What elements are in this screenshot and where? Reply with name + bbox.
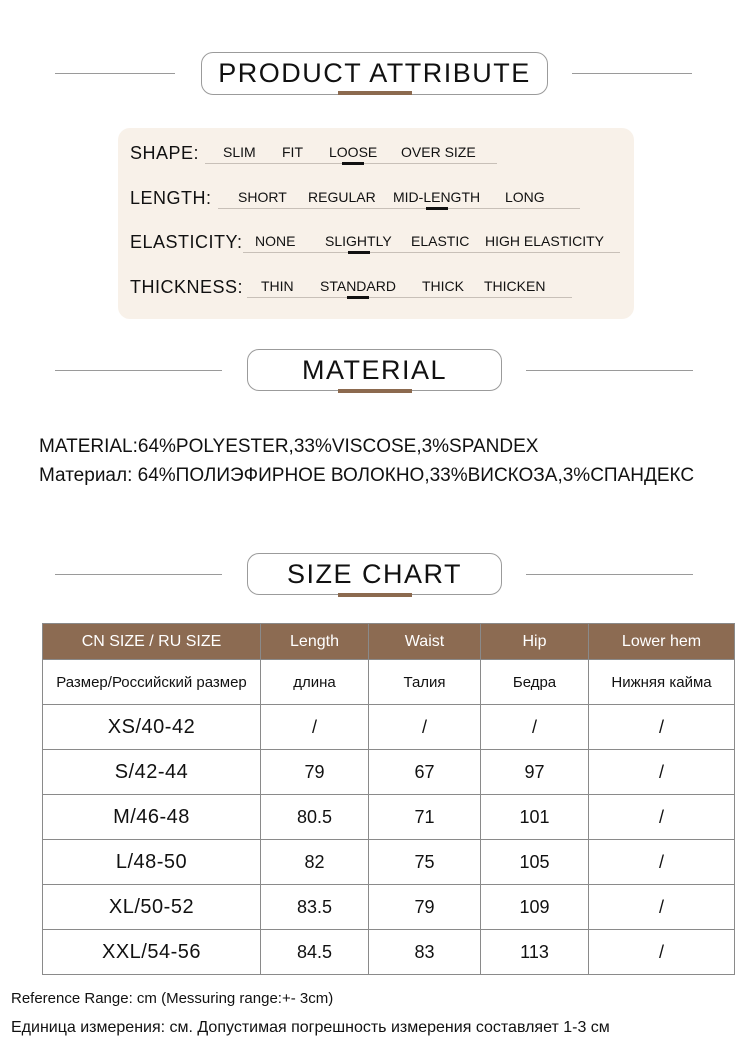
table-row	[43, 885, 735, 930]
reference-range-ru: Единица измерения: см. Допустимая погрешность измерения составляет 1-3 см	[11, 1019, 610, 1036]
table-row	[43, 840, 735, 885]
table-row	[43, 705, 735, 750]
measure-cell: /	[261, 705, 369, 750]
size-table-header: CN SIZE / RU SIZE	[43, 624, 261, 660]
size-cell: L/48-50	[43, 840, 261, 885]
selected-marker	[348, 251, 370, 254]
material-ru-value: 64%ПОЛИЭФИРНОЕ ВОЛОКНО,33%ВИСКОЗА,3%СПАНДЕКС	[137, 465, 695, 486]
attribute-label: SHAPE:	[130, 143, 200, 163]
attribute-option-selected: SLIGHTLY	[325, 233, 392, 249]
measure-cell: /	[589, 885, 735, 930]
attribute-option: THICKEN	[484, 278, 546, 294]
material-ru	[39, 465, 694, 487]
size-table-ru-header-row	[43, 660, 735, 705]
attribute-label: ELASTICITY:	[130, 232, 243, 252]
measure-cell: 97	[481, 750, 589, 795]
measure-cell: 67	[369, 750, 481, 795]
header-line-left	[55, 73, 175, 74]
header-line-right	[526, 574, 693, 575]
measure-cell: 82	[261, 840, 369, 885]
attribute-label: THICKNESS:	[130, 277, 244, 297]
measure-cell: 109	[481, 885, 589, 930]
attribute-option: REGULAR	[308, 189, 376, 205]
material-heading: MATERIAL	[247, 349, 502, 391]
measure-cell: /	[589, 705, 735, 750]
attribute-rule	[247, 297, 572, 298]
size-cell: S/42-44	[43, 750, 261, 795]
attribute-option-selected: LOOSE	[329, 144, 378, 160]
size-table-ru-header: Размер/Российский размер	[43, 660, 261, 705]
material-en-value: 64%POLYESTER,33%VISCOSE,3%SPANDEX	[137, 436, 539, 457]
attribute-option: HIGH ELASTICITY	[485, 233, 605, 249]
material-en-label: MATERIAL:	[39, 436, 138, 457]
attribute-rule	[218, 208, 580, 209]
attribute-option: THIN	[261, 278, 294, 294]
measure-cell: /	[589, 795, 735, 840]
size-table-header: Length	[261, 624, 369, 660]
size-cell: XS/40-42	[43, 705, 261, 750]
measure-cell: 71	[369, 795, 481, 840]
measure-cell: 84.5	[261, 930, 369, 975]
attribute-rule	[243, 252, 620, 253]
selected-marker	[347, 296, 369, 299]
measure-cell: /	[589, 840, 735, 885]
attribute-option: SLIM	[223, 144, 256, 160]
table-row	[43, 930, 735, 975]
selected-marker	[342, 162, 364, 165]
attribute-option: SHORT	[238, 189, 287, 205]
selected-marker	[426, 207, 448, 210]
attribute-option: THICK	[422, 278, 464, 294]
header-line-right	[526, 370, 693, 371]
measure-cell: 105	[481, 840, 589, 885]
header-line-left	[55, 370, 222, 371]
measure-cell: /	[481, 705, 589, 750]
measure-cell: /	[369, 705, 481, 750]
measure-cell: 79	[369, 885, 481, 930]
measure-cell: 75	[369, 840, 481, 885]
attribute-option-selected: STANDARD	[320, 278, 396, 294]
attribute-label: LENGTH:	[130, 188, 212, 208]
size-table-ru-header: длина	[261, 660, 369, 705]
heading-underline	[338, 593, 412, 597]
measure-cell: 83.5	[261, 885, 369, 930]
header-line-right	[572, 73, 692, 74]
measure-cell: 113	[481, 930, 589, 975]
size-table-header: Waist	[369, 624, 481, 660]
size-cell: XL/50-52	[43, 885, 261, 930]
table-row	[43, 750, 735, 795]
product-attribute-heading: PRODUCT ATTRIBUTE	[201, 52, 548, 95]
size-table-ru-header: Нижняя кайма	[589, 660, 735, 705]
measure-cell: 80.5	[261, 795, 369, 840]
size-cell: M/46-48	[43, 795, 261, 840]
measure-cell: 83	[369, 930, 481, 975]
size-table	[42, 623, 735, 975]
size-table-header-row	[43, 624, 735, 660]
heading-underline	[338, 389, 412, 393]
attribute-option-selected: MID-LENGTH	[393, 189, 481, 205]
header-line-left	[55, 574, 222, 575]
size-table-ru-header: Талия	[369, 660, 481, 705]
attribute-option: NONE	[255, 233, 296, 249]
attribute-option: OVER SIZE	[401, 144, 476, 160]
material-en	[39, 436, 538, 458]
size-table-ru-header: Бедра	[481, 660, 589, 705]
size-cell: XXL/54-56	[43, 930, 261, 975]
heading-underline	[338, 91, 412, 95]
table-row	[43, 795, 735, 840]
size-table-header: Hip	[481, 624, 589, 660]
attribute-option: LONG	[505, 189, 545, 205]
size-table-header: Lower hem	[589, 624, 735, 660]
reference-range-en: Reference Range: cm (Messuring range:+- 3cm)	[11, 990, 334, 1007]
measure-cell: 79	[261, 750, 369, 795]
attribute-option: ELASTIC	[411, 233, 470, 249]
size-chart-heading: SIZE CHART	[247, 553, 502, 595]
measure-cell: /	[589, 750, 735, 795]
attribute-option: FIT	[282, 144, 303, 160]
measure-cell: /	[589, 930, 735, 975]
measure-cell: 101	[481, 795, 589, 840]
material-ru-label: Материал:	[39, 465, 133, 486]
